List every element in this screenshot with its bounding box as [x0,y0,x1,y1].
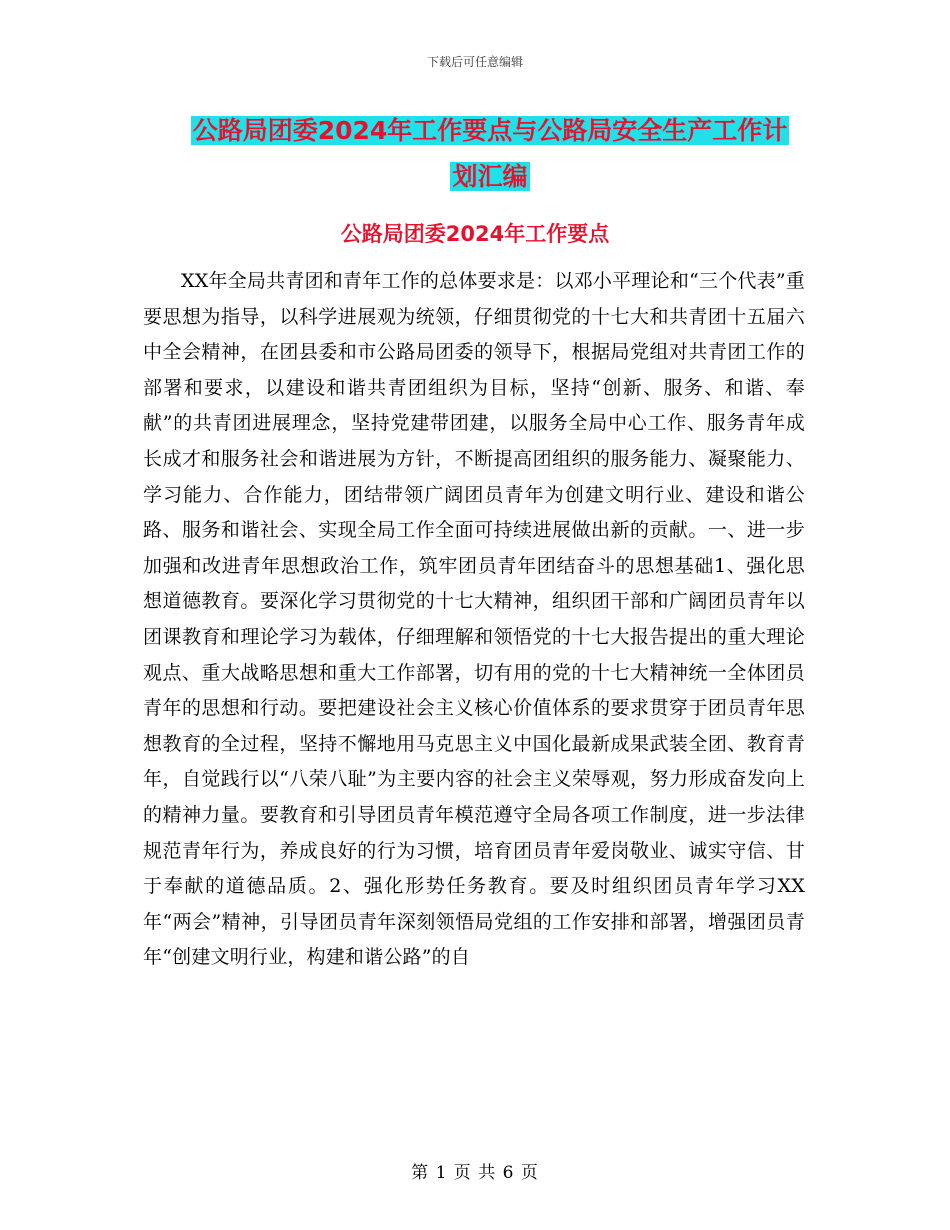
body-paragraph: XX年全局共青团和青年工作的总体要求是：以邓小平理论和“三个代表”重要思想为指导，以科学进展观为统领，仔细贯彻党的十七大和共青团十五届六中全会精神，在团县委和市公路局团委的领导下，根据局党组对共青团工作的部署和要求，以建设和谐共青团组织为目标，坚持“创新、服务、和谐、奉献”的共青团进展理念，坚持党建带团建，以服务全局中心工作、服务青年成长成才和服务社会和谐进展为方针，不断提高团组织的服务能力、凝聚能力、学习能力、合作能力，团结带领广阔团员青年为创建文明行业、建设和谐公路、服务和谐社会、实现全局工作全面可持续进展做出新的贡献。一、进一步加强和改进青年思想政治工作，筑牢团员青年团结奋斗的思想基础1、强化思想道德教育。要深化学习贯彻党的十七大精神，组织团干部和广阔团员青年以团课教育和理论学习为载体，仔细理解和领悟党的十七大报告提出的重大理论观点、重大战略思想和重大工作部署，切有用的党的十七大精神统一全体团员青年的思想和行动。要把建设社会主义核心价值体系的要求贯穿于团员青年思想教育的全过程，坚持不懈地用马克思主义中国化最新成果武装全团、教育青年，自觉践行以“八荣八耻”为主要内容的社会主义荣辱观，努力形成奋发向上的精神力量。要教育和引导团员青年模范遵守全局各项工作制度，进一步法律规范青年行为，养成良好的行为习惯，培育团员青年爱岗敬业、诚实守信、甘于奉献的道德品质。2、强化形势任务教育。要及时组织团员青年学习XX年“两会”精神，引导团员青年深刻领悟局党组的工作安排和部署，增强团员青年“创建文明行业，构建和谐公路”的自 [143,270,805,969]
document-title [160,108,820,200]
page-footer-number: 第 1 页 共 6 页 [411,1163,539,1183]
document-title-line2: 划汇编 [452,162,528,191]
document-title-line1: 公路局团委2024年工作要点与公路局安全生产工作计 [192,116,788,145]
page-header-note: 下载后可任意编辑 [426,55,523,69]
section-title: 公路局团委2024年工作要点 [340,222,610,246]
